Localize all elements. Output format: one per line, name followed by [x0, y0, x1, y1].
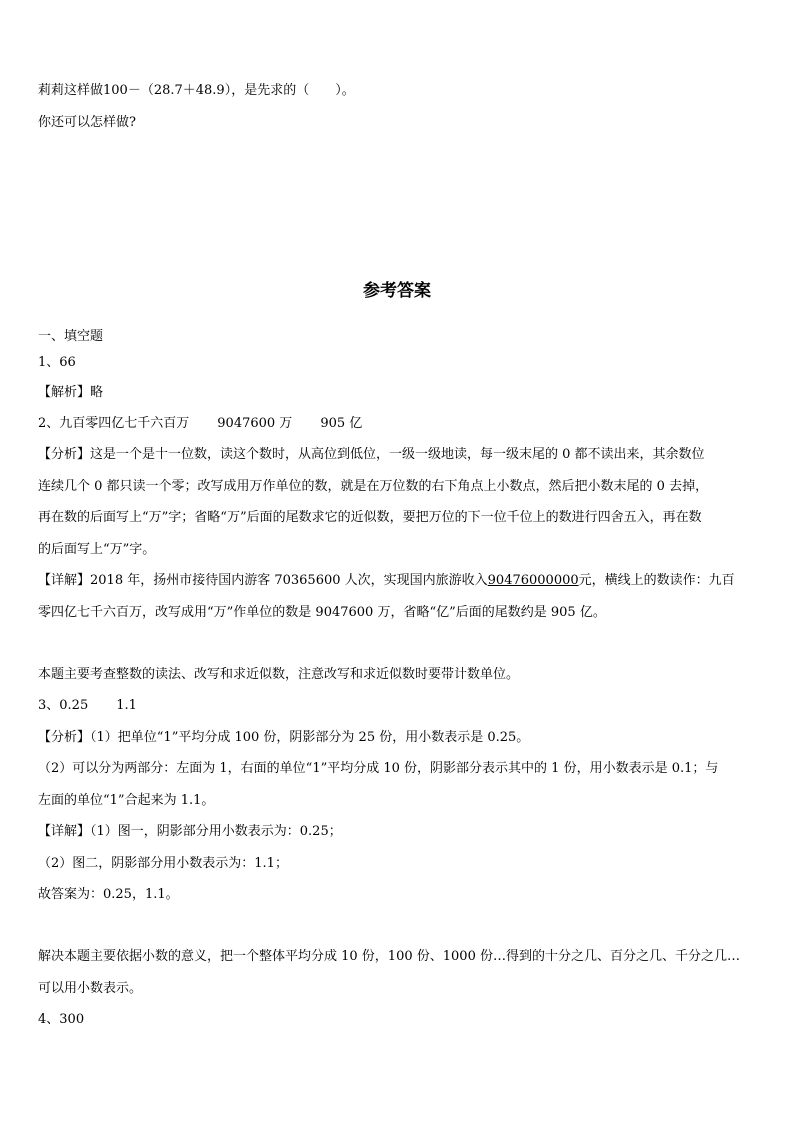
q3-answer-a: 3、0.25	[38, 698, 89, 713]
q3-detail-2: （2）图二，阴影部分用小数表示为：1.1；	[38, 856, 288, 871]
q4-answer: 4、300	[38, 1012, 85, 1027]
q2-detail-2: 零四亿七千六百万，改写成用“万”作单位的数是 9047600 万，省略“亿”后面的尾数约是 905 亿。	[38, 605, 606, 620]
page-title: 参考答案	[363, 281, 431, 301]
q3-fx-3: 左面的单位“1”合起来为 1.1。	[38, 793, 215, 808]
q2-detail-1	[38, 572, 735, 590]
line-question: 莉莉这样做100－（28.7＋48.9），是先求的（ ）。	[38, 83, 355, 98]
q2-fx-line: 再在数的后面写上“万”字；省略“万”后面的尾数求它的近似数，要把万位的下一位千位上的数进行四舍五入，再在数	[38, 510, 702, 525]
q3-answer-b: 1.1	[116, 698, 137, 713]
q2-fx-line: 【分析】这是一个是十一位数，读这个数时，从高位到低位，一级一级地读，每一级末尾的 0 都不读出来，其余数位	[38, 447, 705, 462]
q2-fx-line: 的后面写上“万”字。	[38, 542, 156, 557]
q3-fx-2: （2）可以分为两部分：左面为 1，右面的单位“1”平均分成 10 份，阴影部分表示其中的 1 份，用小数表示是 0.1；与	[38, 761, 719, 776]
q3-fx-1: 【分析】（1）把单位“1”平均分成 100 份，阴影部分为 25 份，用小数表示是 0.25。	[38, 730, 530, 745]
q1-answer: 1、66	[38, 355, 76, 370]
q2-answer-a: 2、九百零四亿七千六百万	[38, 416, 190, 431]
q2-note: 本题主要考查整数的读法、改写和求近似数，注意改写和求近似数时要带计数单位。	[38, 667, 520, 682]
q2-detail-underlined: 90476000000	[487, 573, 579, 588]
line-prompt: 你还可以怎样做?	[38, 115, 136, 130]
q3-note-2: 可以用小数表示。	[38, 981, 143, 996]
q2-answer-c: 905 亿	[320, 416, 363, 431]
q2-detail-1b: 元，横线上的数读作：九百	[578, 573, 735, 588]
section-heading: 一、填空题	[38, 329, 104, 344]
q2-detail-1a: 【详解】2018 年，扬州市接待国内游客 70365600 人次，实现国内旅游收入	[38, 573, 488, 588]
q3-final-answer: 故答案为：0.25，1.1。	[38, 887, 179, 902]
q3-note-1: 解决本题主要依据小数的意义，把一个整体平均分成 10 份，100 份、1000 份…得到的十分之几、百分之几、千分之几…	[38, 949, 740, 964]
q2-answer	[38, 415, 362, 433]
q2-fx-line: 连续几个 0 都只读一个零；改写成用万作单位的数，就是在万位数的右下角点上小数点，然后把小数末尾的 0 去掉，	[38, 479, 709, 494]
q3-answer	[38, 697, 137, 715]
q2-answer-b: 9047600 万	[217, 416, 293, 431]
q3-detail-1: 【详解】（1）图一，阴影部分用小数表示为：0.25；	[38, 824, 342, 839]
q1-analysis: 【解析】略	[38, 385, 104, 400]
